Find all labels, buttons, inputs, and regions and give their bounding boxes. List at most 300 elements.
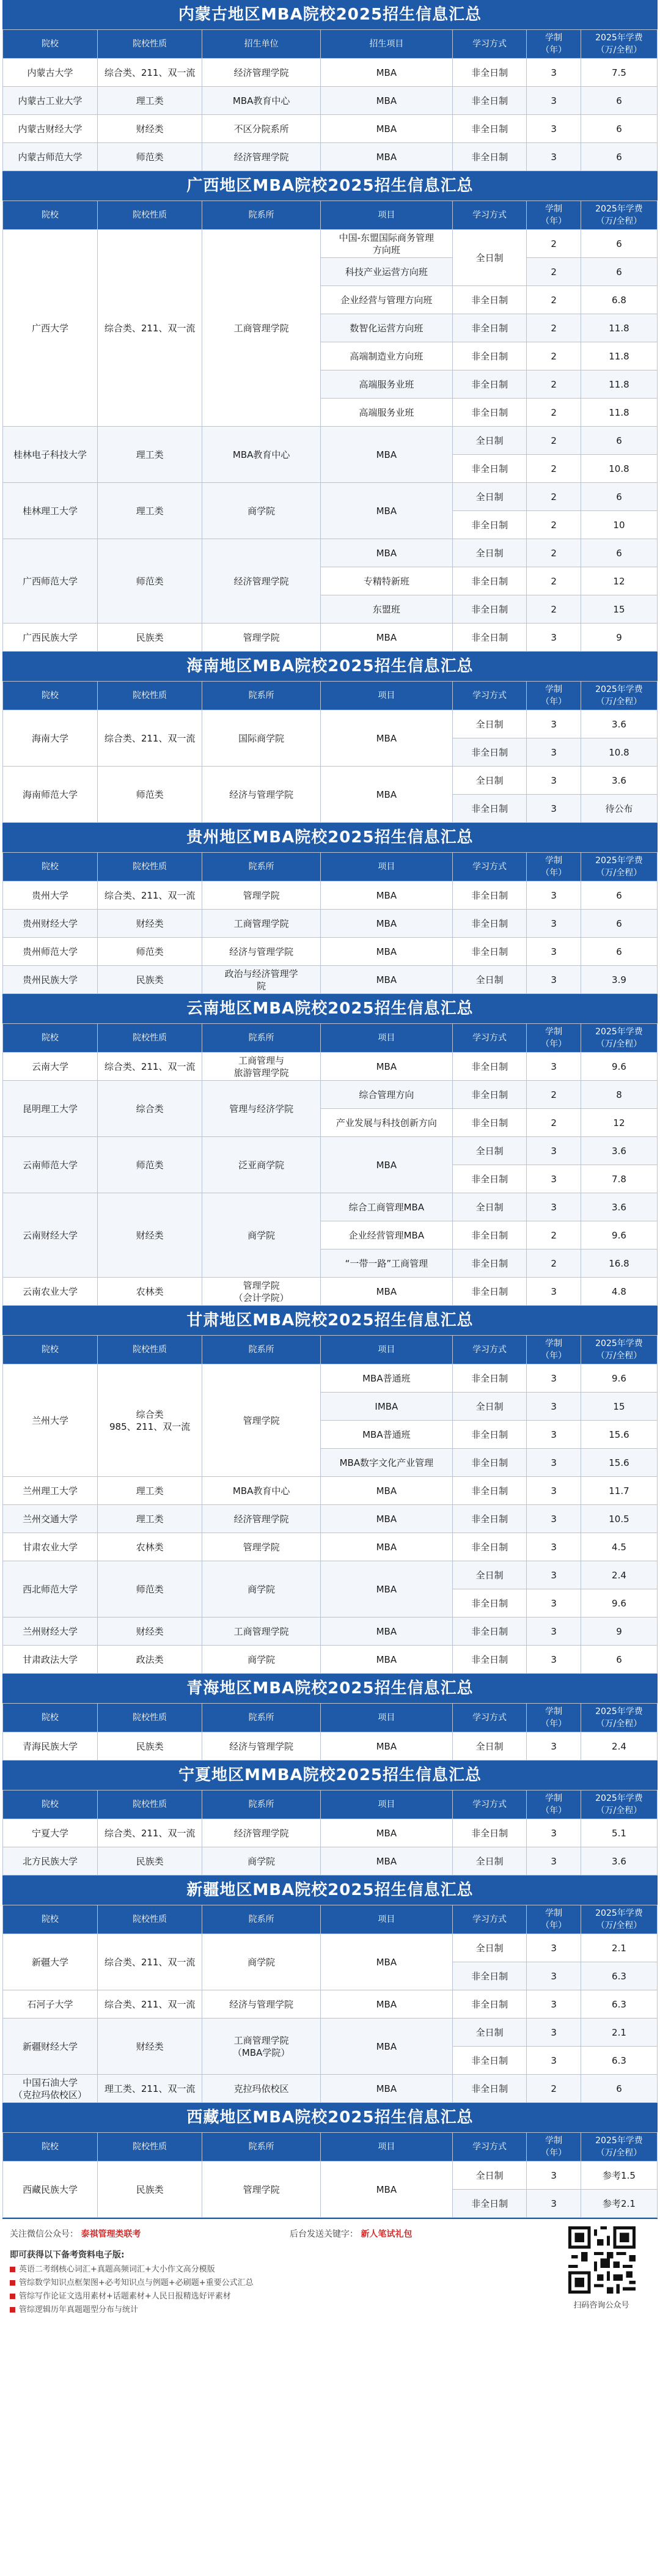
table-row xyxy=(3,1819,658,1847)
table-cell: 3 xyxy=(527,1165,581,1193)
table-cell: 全日制 xyxy=(452,2162,527,2190)
table-cell: 3 xyxy=(527,738,581,767)
column-header: 院校性质 xyxy=(97,1790,202,1819)
table-cell: 桂林电子科技大学 xyxy=(3,427,98,483)
table-cell: 2.4 xyxy=(581,1732,657,1761)
table-cell: MBA xyxy=(320,59,452,87)
table-cell: MBA xyxy=(320,2162,452,2218)
table-cell: MBA xyxy=(320,881,452,910)
table-cell: 全日制 xyxy=(452,539,527,567)
table-cell: 东盟班 xyxy=(320,595,452,624)
column-header: 院系所 xyxy=(202,1704,321,1732)
table-cell: 农林类 xyxy=(97,1533,202,1561)
table-cell: 3 xyxy=(527,2018,581,2047)
table-row xyxy=(3,87,658,115)
region-title: 广西地区MBA院校2025招生信息汇总 xyxy=(2,171,658,201)
table-cell: 3 xyxy=(527,1533,581,1561)
table-cell: 3 xyxy=(527,1847,581,1875)
column-header: 院校性质 xyxy=(97,1704,202,1732)
column-header: 学制 （年） xyxy=(527,201,581,230)
table-cell: MBA xyxy=(320,1819,452,1847)
table-cell: 11.8 xyxy=(581,370,657,399)
table-cell: 7.8 xyxy=(581,1165,657,1193)
table-cell: 6 xyxy=(581,539,657,567)
table-cell: MBA xyxy=(320,1561,452,1617)
table-cell: 云南农业大学 xyxy=(3,1278,98,1306)
table-cell: 非全日制 xyxy=(452,370,527,399)
table-cell: 企业经营管理MBA xyxy=(320,1221,452,1249)
qr-caption: 扫码咨询公众号 xyxy=(573,2301,629,2310)
table-cell: 3 xyxy=(527,1505,581,1533)
materials-item: 管综数学知识点框架图+必考知识点与例题+必刷题+重要公式汇总 xyxy=(10,2276,254,2290)
table-cell: 2.1 xyxy=(581,2018,657,2047)
table-cell: 非全日制 xyxy=(452,115,527,143)
table-cell: 6 xyxy=(581,115,657,143)
table-cell: 11.8 xyxy=(581,314,657,342)
table-row xyxy=(3,1364,658,1393)
table-cell: 10.5 xyxy=(581,1505,657,1533)
column-header: 院校性质 xyxy=(97,853,202,881)
table-cell: 综合类 xyxy=(97,1081,202,1137)
table-cell: 6 xyxy=(581,143,657,171)
table-cell: 不区分院系所 xyxy=(202,115,321,143)
table-cell: 管理学院 xyxy=(202,624,321,652)
table-header-row xyxy=(3,2133,658,2162)
region-title: 海南地区MBA院校2025招生信息汇总 xyxy=(2,652,658,681)
table-cell: 专精特新班 xyxy=(320,567,452,595)
table-cell: 非全日制 xyxy=(452,2075,527,2103)
table-cell: 3 xyxy=(527,87,581,115)
table-cell: 3 xyxy=(527,966,581,994)
table-cell: 非全日制 xyxy=(452,938,527,966)
table-cell: 非全日制 xyxy=(452,455,527,483)
table-cell: 2 xyxy=(527,455,581,483)
table-cell: 非全日制 xyxy=(452,1589,527,1617)
column-header: 院系所 xyxy=(202,1336,321,1364)
table-cell: 经济与管理学院 xyxy=(202,1732,321,1761)
materials-item: 管综写作论证文选用素材+话题素材+人民日报精选好评素材 xyxy=(10,2290,254,2303)
table-cell: 10.8 xyxy=(581,738,657,767)
table-cell: 商学院 xyxy=(202,1646,321,1674)
table-cell: 6 xyxy=(581,2075,657,2103)
table-header-row xyxy=(3,1024,658,1053)
column-header: 院校性质 xyxy=(97,1336,202,1364)
table-cell: MBA xyxy=(320,966,452,994)
column-header: 2025年学费 （万/全程） xyxy=(581,1336,657,1364)
table-row xyxy=(3,230,658,258)
table-cell: 科技产业运营方向班 xyxy=(320,258,452,286)
table-header-row xyxy=(3,201,658,230)
table-cell: 3 xyxy=(527,1934,581,1962)
table-cell: 6 xyxy=(581,1646,657,1674)
table-row xyxy=(3,1617,658,1646)
table-cell: MBA数字文化产业管理 xyxy=(320,1449,452,1477)
footer xyxy=(2,2218,658,2360)
region-section xyxy=(2,171,658,652)
table-cell: 经济与管理学院 xyxy=(202,767,321,823)
column-header: 院校性质 xyxy=(97,2133,202,2162)
table-cell: 云南师范大学 xyxy=(3,1137,98,1193)
table-cell: 非全日制 xyxy=(452,1646,527,1674)
table-cell: 综合管理方向 xyxy=(320,1081,452,1109)
table-cell: 3 xyxy=(527,1278,581,1306)
table-cell: 新疆大学 xyxy=(3,1934,98,1990)
column-header: 项目 xyxy=(320,1790,452,1819)
table-header-row xyxy=(3,1905,658,1934)
table-row xyxy=(3,1193,658,1221)
table-cell: 综合类、211、双一流 xyxy=(97,710,202,767)
column-header: 学习方式 xyxy=(452,30,527,59)
table-cell: 民族类 xyxy=(97,2162,202,2218)
table-cell: 非全日制 xyxy=(452,1477,527,1505)
table-cell: 15.6 xyxy=(581,1449,657,1477)
table-cell: 政治与经济管理学 院 xyxy=(202,966,321,994)
table-header-row xyxy=(3,30,658,59)
table-cell: 综合类、211、双一流 xyxy=(97,1990,202,2018)
column-header: 项目 xyxy=(320,2133,452,2162)
table-cell: 管理学院 xyxy=(202,1364,321,1477)
table-cell: 非全日制 xyxy=(452,1221,527,1249)
table-cell: 2 xyxy=(527,1249,581,1278)
table-cell: 8 xyxy=(581,1081,657,1109)
table-cell: 农林类 xyxy=(97,1278,202,1306)
table-cell: 11.7 xyxy=(581,1477,657,1505)
table-cell: 商学院 xyxy=(202,1847,321,1875)
table-row xyxy=(3,427,658,455)
qr-code-icon[interactable] xyxy=(568,2226,636,2294)
table-cell: 3 xyxy=(527,1477,581,1505)
table-cell: 师范类 xyxy=(97,767,202,823)
table-cell: 3 xyxy=(527,1990,581,2018)
column-header: 项目 xyxy=(320,1704,452,1732)
table-cell: 待公布 xyxy=(581,795,657,823)
table-cell: 非全日制 xyxy=(452,286,527,314)
table-cell: 经济与管理学院 xyxy=(202,1990,321,2018)
region-table xyxy=(2,681,658,823)
table-cell: 非全日制 xyxy=(452,738,527,767)
table-cell: 商学院 xyxy=(202,1934,321,1990)
table-cell: “一带一路”工商管理 xyxy=(320,1249,452,1278)
table-cell: 非全日制 xyxy=(452,314,527,342)
table-cell: 非全日制 xyxy=(452,87,527,115)
column-header: 学制 （年） xyxy=(527,682,581,710)
table-cell: 非全日制 xyxy=(452,1533,527,1561)
region-table xyxy=(2,1335,658,1674)
table-cell: 经济管理学院 xyxy=(202,143,321,171)
column-header: 学制 （年） xyxy=(527,853,581,881)
column-header: 院校 xyxy=(3,853,98,881)
table-cell: 师范类 xyxy=(97,539,202,624)
table-cell: 海南师范大学 xyxy=(3,767,98,823)
table-row xyxy=(3,115,658,143)
table-cell: 兰州财经大学 xyxy=(3,1617,98,1646)
table-cell: 3 xyxy=(527,59,581,87)
table-cell: 商学院 xyxy=(202,1193,321,1278)
table-row xyxy=(3,1646,658,1674)
table-cell: 经济管理学院 xyxy=(202,539,321,624)
table-cell: 6 xyxy=(581,87,657,115)
table-cell: 贵州大学 xyxy=(3,881,98,910)
table-cell: 9 xyxy=(581,624,657,652)
table-cell: 工商管理与 旅游管理学院 xyxy=(202,1053,321,1081)
table-cell: 3.9 xyxy=(581,966,657,994)
column-header: 2025年学费 （万/全程） xyxy=(581,201,657,230)
table-cell: MBA xyxy=(320,710,452,767)
region-table xyxy=(2,1023,658,1306)
table-cell: 非全日制 xyxy=(452,1278,527,1306)
table-cell: 泛亚商学院 xyxy=(202,1137,321,1193)
table-cell: 16.8 xyxy=(581,1249,657,1278)
table-cell: MBA xyxy=(320,87,452,115)
column-header: 学制 （年） xyxy=(527,30,581,59)
table-row xyxy=(3,710,658,738)
column-header: 项目 xyxy=(320,682,452,710)
column-header: 院校 xyxy=(3,30,98,59)
table-cell: MBA xyxy=(320,910,452,938)
table-row xyxy=(3,624,658,652)
table-cell: 2 xyxy=(527,511,581,539)
column-header: 学习方式 xyxy=(452,1905,527,1934)
column-header: 院校 xyxy=(3,1704,98,1732)
table-cell: 2 xyxy=(527,399,581,427)
table-header-row xyxy=(3,1790,658,1819)
table-cell: 高端服务业班 xyxy=(320,399,452,427)
table-cell: 财经类 xyxy=(97,115,202,143)
column-header: 2025年学费 （万/全程） xyxy=(581,853,657,881)
table-cell: 3 xyxy=(527,1364,581,1393)
region-section xyxy=(2,823,658,994)
column-header: 学习方式 xyxy=(452,201,527,230)
table-cell: 非全日制 xyxy=(452,1053,527,1081)
table-cell: 非全日制 xyxy=(452,1364,527,1393)
table-cell: 政法类 xyxy=(97,1646,202,1674)
table-cell: 3 xyxy=(527,143,581,171)
table-cell: 2 xyxy=(527,1109,581,1137)
table-cell: 工商管理学院 xyxy=(202,230,321,427)
column-header: 学制 （年） xyxy=(527,1336,581,1364)
column-header: 学制 （年） xyxy=(527,1024,581,1053)
table-cell: 3 xyxy=(527,1449,581,1477)
table-cell: 9.6 xyxy=(581,1364,657,1393)
table-row xyxy=(3,1561,658,1589)
column-header: 2025年学费 （万/全程） xyxy=(581,1024,657,1053)
table-cell: MBA xyxy=(320,1990,452,2018)
region-table xyxy=(2,852,658,994)
table-cell: 综合工商管理MBA xyxy=(320,1193,452,1221)
table-row xyxy=(3,2075,658,2103)
column-header: 项目 xyxy=(320,1905,452,1934)
table-cell: IMBA xyxy=(320,1393,452,1421)
wechat-account-name: 泰祺管理类联考 xyxy=(81,2229,141,2239)
table-row xyxy=(3,1847,658,1875)
region-table xyxy=(2,1905,658,2103)
region-section xyxy=(2,1674,658,1761)
column-header: 学习方式 xyxy=(452,1024,527,1053)
table-cell: 全日制 xyxy=(452,230,527,286)
table-cell: 贵州民族大学 xyxy=(3,966,98,994)
table-cell: 非全日制 xyxy=(452,1421,527,1449)
table-cell: 9.6 xyxy=(581,1589,657,1617)
table-cell: 2 xyxy=(527,483,581,511)
table-cell: 非全日制 xyxy=(452,795,527,823)
table-cell: 6 xyxy=(581,427,657,455)
table-cell: 2.1 xyxy=(581,1934,657,1962)
column-header: 院校 xyxy=(3,1790,98,1819)
table-cell: 9.6 xyxy=(581,1053,657,1081)
table-cell: 云南财经大学 xyxy=(3,1193,98,1278)
table-cell: 6 xyxy=(581,881,657,910)
table-cell: 数智化运营方向班 xyxy=(320,314,452,342)
table-cell: 3 xyxy=(527,1819,581,1847)
region-title: 云南地区MBA院校2025招生信息汇总 xyxy=(2,994,658,1023)
table-cell: 非全日制 xyxy=(452,1962,527,1990)
table-cell: 综合类、211、双一流 xyxy=(97,230,202,427)
region-title: 贵州地区MBA院校2025招生信息汇总 xyxy=(2,823,658,852)
table-row xyxy=(3,910,658,938)
table-cell: MBA xyxy=(320,1732,452,1761)
table-cell: 广西大学 xyxy=(3,230,98,427)
table-cell: 兰州交通大学 xyxy=(3,1505,98,1533)
table-cell: 综合类、211、双一流 xyxy=(97,1053,202,1081)
table-cell: 非全日制 xyxy=(452,1249,527,1278)
table-cell: 海南大学 xyxy=(3,710,98,767)
column-header: 项目 xyxy=(320,201,452,230)
table-row xyxy=(3,1137,658,1165)
table-cell: MBA xyxy=(320,767,452,823)
table-cell: MBA xyxy=(320,1646,452,1674)
table-cell: 非全日制 xyxy=(452,2190,527,2218)
column-header: 院系所 xyxy=(202,682,321,710)
column-header: 学习方式 xyxy=(452,1704,527,1732)
table-cell: 综合类、211、双一流 xyxy=(97,881,202,910)
column-header: 学习方式 xyxy=(452,1336,527,1364)
table-cell: 2 xyxy=(527,595,581,624)
column-header: 院校 xyxy=(3,1336,98,1364)
table-cell: MBA xyxy=(320,2018,452,2075)
table-cell: MBA xyxy=(320,1053,452,1081)
table-row xyxy=(3,1934,658,1962)
column-header: 学制 （年） xyxy=(527,1790,581,1819)
table-cell: 5.1 xyxy=(581,1819,657,1847)
table-cell: 新疆财经大学 xyxy=(3,2018,98,2075)
page xyxy=(2,0,658,2360)
region-section xyxy=(2,1761,658,1875)
materials-item: 英语二考纲核心词汇+真题高频词汇+大小作文高分模版 xyxy=(10,2263,254,2276)
table-cell: 内蒙古工业大学 xyxy=(3,87,98,115)
table-cell: 民族类 xyxy=(97,1732,202,1761)
table-cell: 12 xyxy=(581,1109,657,1137)
table-cell: 广西民族大学 xyxy=(3,624,98,652)
column-header: 院系所 xyxy=(202,2133,321,2162)
table-cell: 非全日制 xyxy=(452,342,527,370)
table-cell: MBA xyxy=(320,1617,452,1646)
column-header: 院校 xyxy=(3,1024,98,1053)
table-header-row xyxy=(3,682,658,710)
table-cell: 非全日制 xyxy=(452,1449,527,1477)
column-header: 2025年学费 （万/全程） xyxy=(581,30,657,59)
table-row xyxy=(3,1533,658,1561)
column-header: 项目 xyxy=(320,1336,452,1364)
table-cell: 2 xyxy=(527,2075,581,2103)
table-cell: 克拉玛依校区 xyxy=(202,2075,321,2103)
table-cell: 3 xyxy=(527,1617,581,1646)
table-cell: 师范类 xyxy=(97,1561,202,1617)
table-cell: 3 xyxy=(527,1053,581,1081)
table-cell: 民族类 xyxy=(97,966,202,994)
table-cell: 甘肃政法大学 xyxy=(3,1646,98,1674)
region-title: 宁夏地区MMBA院校2025招生信息汇总 xyxy=(2,1761,658,1790)
column-header: 项目 xyxy=(320,1024,452,1053)
table-cell: 全日制 xyxy=(452,1193,527,1221)
table-header-row xyxy=(3,1704,658,1732)
table-cell: 高端制造业方向班 xyxy=(320,342,452,370)
reply-line xyxy=(290,2228,412,2240)
reply-keyword: 新人笔试礼包 xyxy=(361,2229,413,2239)
table-cell: 3.6 xyxy=(581,767,657,795)
table-cell: 非全日制 xyxy=(452,1505,527,1533)
table-cell: 非全日制 xyxy=(452,910,527,938)
table-cell: 3 xyxy=(527,767,581,795)
table-cell: 非全日制 xyxy=(452,1081,527,1109)
table-cell: 15 xyxy=(581,595,657,624)
table-cell: 参考2.1 xyxy=(581,2190,657,2218)
table-cell: 非全日制 xyxy=(452,1109,527,1137)
table-row xyxy=(3,1477,658,1505)
table-cell: MBA普通班 xyxy=(320,1364,452,1393)
region-table xyxy=(2,1703,658,1761)
table-cell: 3 xyxy=(527,2162,581,2190)
table-cell: 北方民族大学 xyxy=(3,1847,98,1875)
table-cell: MBA教育中心 xyxy=(202,87,321,115)
column-header: 2025年学费 （万/全程） xyxy=(581,1905,657,1934)
table-cell: MBA xyxy=(320,1847,452,1875)
region-section xyxy=(2,0,658,171)
table-cell: 民族类 xyxy=(97,1847,202,1875)
table-cell: 全日制 xyxy=(452,1561,527,1589)
table-cell: MBA xyxy=(320,1505,452,1533)
table-cell: 6 xyxy=(581,258,657,286)
table-cell: MBA xyxy=(320,539,452,567)
column-header: 2025年学费 （万/全程） xyxy=(581,682,657,710)
table-cell: MBA xyxy=(320,2075,452,2103)
column-header: 学习方式 xyxy=(452,1790,527,1819)
table-cell: 3 xyxy=(527,2047,581,2075)
column-header: 院校 xyxy=(3,201,98,230)
table-cell: MBA xyxy=(320,483,452,539)
table-cell: 宁夏大学 xyxy=(3,1819,98,1847)
table-cell: 3.6 xyxy=(581,1193,657,1221)
table-cell: 青海民族大学 xyxy=(3,1732,98,1761)
table-cell: 2 xyxy=(527,1221,581,1249)
table-cell: 全日制 xyxy=(452,2018,527,2047)
table-cell: 2 xyxy=(527,427,581,455)
column-header: 2025年学费 （万/全程） xyxy=(581,2133,657,2162)
table-cell: 中国-东盟国际商务管理 方向班 xyxy=(320,230,452,258)
table-cell: 全日制 xyxy=(452,966,527,994)
table-row xyxy=(3,59,658,87)
table-cell: 西藏民族大学 xyxy=(3,2162,98,2218)
table-cell: 商学院 xyxy=(202,483,321,539)
column-header: 招生单位 xyxy=(202,30,321,59)
table-cell: 商学院 xyxy=(202,1561,321,1617)
materials-intro: 即可获得以下备考资料电子版: xyxy=(10,2250,125,2260)
table-cell: 师范类 xyxy=(97,143,202,171)
table-cell: 3.6 xyxy=(581,1137,657,1165)
table-cell: 6.8 xyxy=(581,286,657,314)
table-cell: 综合类、211、双一流 xyxy=(97,59,202,87)
table-cell: 非全日制 xyxy=(452,59,527,87)
table-cell: 综合类、211、双一流 xyxy=(97,1819,202,1847)
